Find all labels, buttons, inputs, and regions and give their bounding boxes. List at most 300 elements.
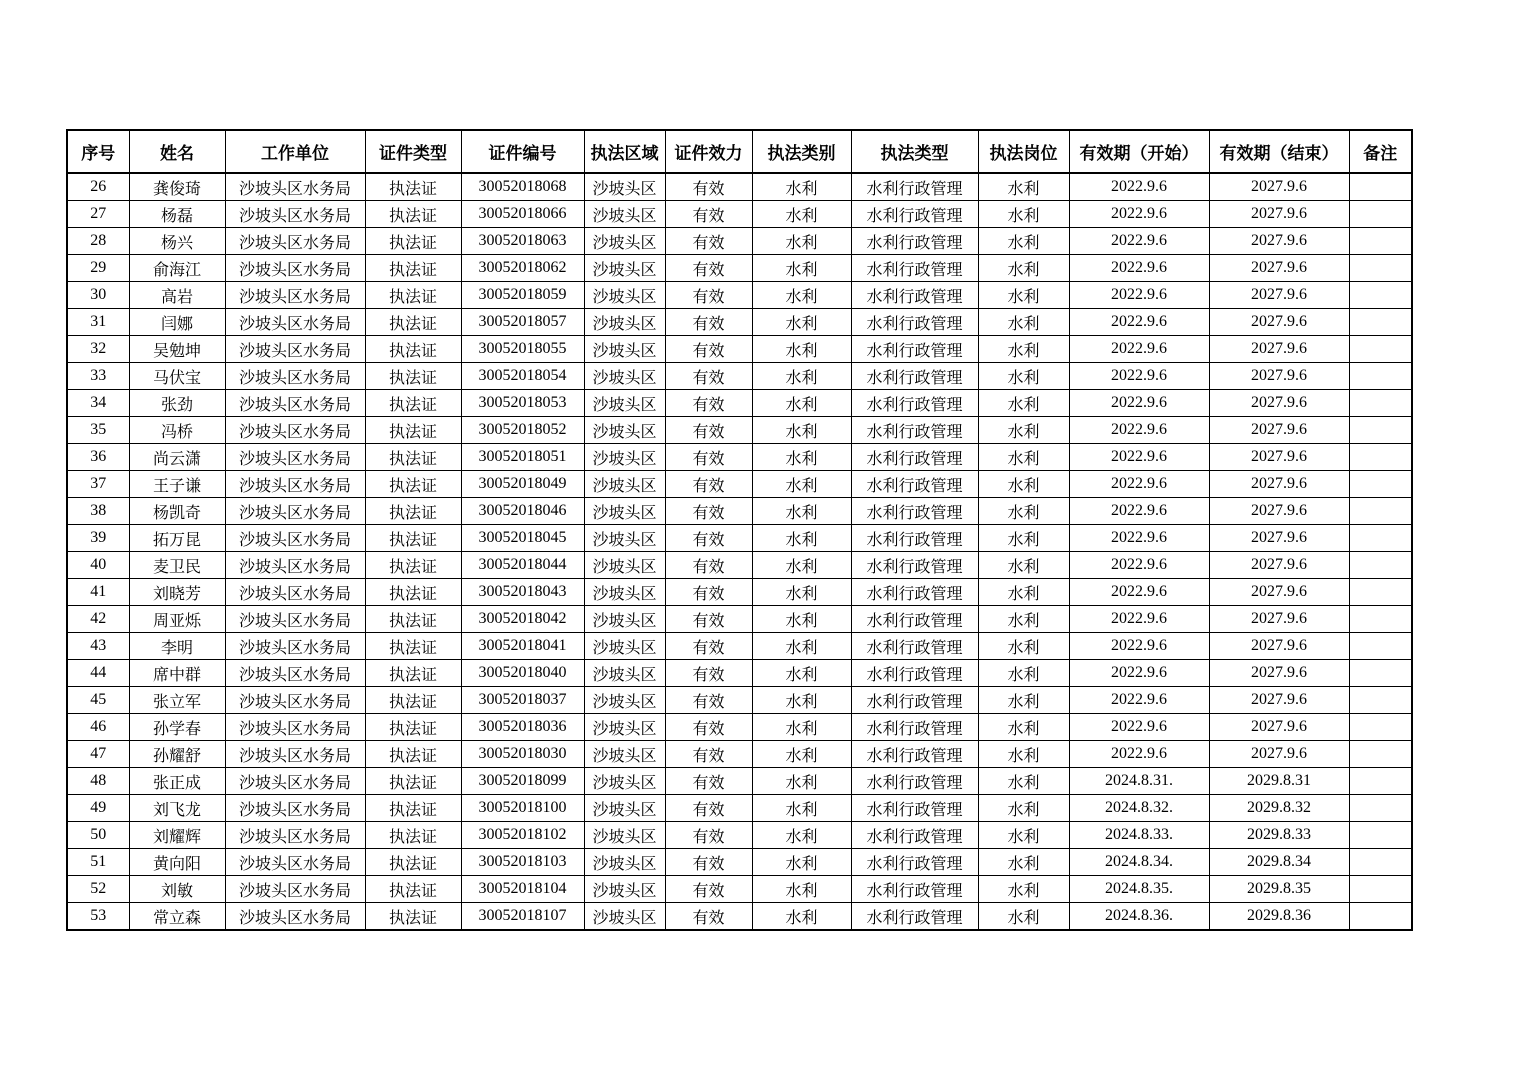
table-row bbox=[67, 633, 1412, 660]
cell-col-remarks bbox=[1349, 173, 1412, 201]
cell-col-valid-from: 2022.9.6 bbox=[1069, 741, 1209, 768]
cell-col-index: 50 bbox=[67, 822, 129, 849]
cell-col-work-unit: 沙坡头区水务局 bbox=[225, 606, 365, 633]
cell-col-valid-from: 2022.9.6 bbox=[1069, 336, 1209, 363]
cell-col-enforcement-post: 水利 bbox=[978, 606, 1069, 633]
cell-col-cert-number: 30052018063 bbox=[461, 228, 584, 255]
cell-col-enforcement-category: 水利 bbox=[752, 417, 851, 444]
table-row bbox=[67, 282, 1412, 309]
cell-col-enforcement-category: 水利 bbox=[752, 282, 851, 309]
cell-col-work-unit: 沙坡头区水务局 bbox=[225, 363, 365, 390]
cell-col-cert-type: 执法证 bbox=[365, 282, 461, 309]
cell-col-enforcement-type: 水利行政管理 bbox=[851, 173, 978, 201]
cell-col-cert-validity: 有效 bbox=[665, 741, 752, 768]
cell-col-valid-from: 2022.9.6 bbox=[1069, 660, 1209, 687]
cell-col-remarks bbox=[1349, 849, 1412, 876]
cell-col-enforcement-area: 沙坡头区 bbox=[584, 201, 665, 228]
cell-col-name: 杨磊 bbox=[129, 201, 225, 228]
header-col-name: 姓名 bbox=[129, 130, 225, 173]
cell-col-enforcement-category: 水利 bbox=[752, 849, 851, 876]
cell-col-cert-type: 执法证 bbox=[365, 795, 461, 822]
cell-col-cert-type: 执法证 bbox=[365, 579, 461, 606]
cell-col-enforcement-area: 沙坡头区 bbox=[584, 606, 665, 633]
table-row bbox=[67, 876, 1412, 903]
cell-col-valid-from: 2024.8.35. bbox=[1069, 876, 1209, 903]
cell-col-enforcement-post: 水利 bbox=[978, 173, 1069, 201]
cell-col-index: 36 bbox=[67, 444, 129, 471]
cell-col-index: 28 bbox=[67, 228, 129, 255]
cell-col-remarks bbox=[1349, 309, 1412, 336]
cell-col-cert-type: 执法证 bbox=[365, 255, 461, 282]
cell-col-name: 冯桥 bbox=[129, 417, 225, 444]
cell-col-enforcement-type: 水利行政管理 bbox=[851, 903, 978, 931]
cell-col-name: 杨兴 bbox=[129, 228, 225, 255]
cell-col-cert-validity: 有效 bbox=[665, 903, 752, 931]
cell-col-work-unit: 沙坡头区水务局 bbox=[225, 228, 365, 255]
table-row bbox=[67, 579, 1412, 606]
header-col-index: 序号 bbox=[67, 130, 129, 173]
table-row bbox=[67, 687, 1412, 714]
cell-col-cert-number: 30052018043 bbox=[461, 579, 584, 606]
cell-col-valid-to: 2027.9.6 bbox=[1209, 525, 1349, 552]
table-body bbox=[67, 173, 1412, 930]
cell-col-valid-from: 2022.9.6 bbox=[1069, 228, 1209, 255]
cell-col-cert-number: 30052018041 bbox=[461, 633, 584, 660]
cell-col-cert-validity: 有效 bbox=[665, 795, 752, 822]
cell-col-index: 52 bbox=[67, 876, 129, 903]
cell-col-enforcement-category: 水利 bbox=[752, 633, 851, 660]
cell-col-valid-from: 2022.9.6 bbox=[1069, 687, 1209, 714]
cell-col-cert-validity: 有效 bbox=[665, 417, 752, 444]
cell-col-cert-validity: 有效 bbox=[665, 687, 752, 714]
cell-col-valid-to: 2027.9.6 bbox=[1209, 741, 1349, 768]
table-row bbox=[67, 552, 1412, 579]
cell-col-remarks bbox=[1349, 579, 1412, 606]
cell-col-enforcement-area: 沙坡头区 bbox=[584, 552, 665, 579]
cell-col-valid-from: 2022.9.6 bbox=[1069, 201, 1209, 228]
cell-col-name: 俞海江 bbox=[129, 255, 225, 282]
cell-col-remarks bbox=[1349, 471, 1412, 498]
cell-col-enforcement-post: 水利 bbox=[978, 390, 1069, 417]
cell-col-cert-type: 执法证 bbox=[365, 660, 461, 687]
cell-col-cert-number: 30052018051 bbox=[461, 444, 584, 471]
cell-col-work-unit: 沙坡头区水务局 bbox=[225, 741, 365, 768]
cell-col-remarks bbox=[1349, 633, 1412, 660]
cell-col-work-unit: 沙坡头区水务局 bbox=[225, 336, 365, 363]
cell-col-cert-type: 执法证 bbox=[365, 741, 461, 768]
cell-col-cert-validity: 有效 bbox=[665, 849, 752, 876]
cell-col-name: 刘敏 bbox=[129, 876, 225, 903]
cell-col-cert-type: 执法证 bbox=[365, 390, 461, 417]
cell-col-name: 杨凯奇 bbox=[129, 498, 225, 525]
cell-col-index: 39 bbox=[67, 525, 129, 552]
table-row bbox=[67, 741, 1412, 768]
cell-col-index: 29 bbox=[67, 255, 129, 282]
cell-col-remarks bbox=[1349, 417, 1412, 444]
cell-col-index: 46 bbox=[67, 714, 129, 741]
cell-col-cert-number: 30052018100 bbox=[461, 795, 584, 822]
cell-col-cert-number: 30052018062 bbox=[461, 255, 584, 282]
cell-col-remarks bbox=[1349, 768, 1412, 795]
cell-col-remarks bbox=[1349, 795, 1412, 822]
cell-col-name: 李明 bbox=[129, 633, 225, 660]
cell-col-enforcement-post: 水利 bbox=[978, 876, 1069, 903]
cell-col-cert-number: 30052018068 bbox=[461, 173, 584, 201]
cell-col-cert-type: 执法证 bbox=[365, 687, 461, 714]
cell-col-valid-to: 2027.9.6 bbox=[1209, 255, 1349, 282]
cell-col-valid-from: 2022.9.6 bbox=[1069, 606, 1209, 633]
header-col-enforcement-post: 执法岗位 bbox=[978, 130, 1069, 173]
cell-col-enforcement-type: 水利行政管理 bbox=[851, 660, 978, 687]
cell-col-enforcement-category: 水利 bbox=[752, 714, 851, 741]
table-row bbox=[67, 606, 1412, 633]
cell-col-cert-type: 执法证 bbox=[365, 552, 461, 579]
cell-col-remarks bbox=[1349, 498, 1412, 525]
cell-col-cert-type: 执法证 bbox=[365, 903, 461, 931]
cell-col-cert-number: 30052018055 bbox=[461, 336, 584, 363]
cell-col-enforcement-area: 沙坡头区 bbox=[584, 525, 665, 552]
cell-col-valid-from: 2022.9.6 bbox=[1069, 417, 1209, 444]
cell-col-enforcement-category: 水利 bbox=[752, 363, 851, 390]
cell-col-valid-from: 2022.9.6 bbox=[1069, 255, 1209, 282]
cell-col-enforcement-post: 水利 bbox=[978, 444, 1069, 471]
cell-col-index: 31 bbox=[67, 309, 129, 336]
table-row bbox=[67, 390, 1412, 417]
header-col-enforcement-type: 执法类型 bbox=[851, 130, 978, 173]
cell-col-enforcement-type: 水利行政管理 bbox=[851, 552, 978, 579]
cell-col-work-unit: 沙坡头区水务局 bbox=[225, 173, 365, 201]
cell-col-remarks bbox=[1349, 552, 1412, 579]
cell-col-valid-from: 2022.9.6 bbox=[1069, 309, 1209, 336]
cell-col-enforcement-type: 水利行政管理 bbox=[851, 417, 978, 444]
cell-col-enforcement-post: 水利 bbox=[978, 228, 1069, 255]
header-col-enforcement-category: 执法类别 bbox=[752, 130, 851, 173]
cell-col-cert-validity: 有效 bbox=[665, 228, 752, 255]
cell-col-remarks bbox=[1349, 741, 1412, 768]
cell-col-valid-from: 2022.9.6 bbox=[1069, 173, 1209, 201]
cell-col-enforcement-post: 水利 bbox=[978, 552, 1069, 579]
cell-col-valid-from: 2022.9.6 bbox=[1069, 498, 1209, 525]
cell-col-valid-to: 2029.8.34 bbox=[1209, 849, 1349, 876]
cell-col-remarks bbox=[1349, 282, 1412, 309]
cell-col-cert-type: 执法证 bbox=[365, 822, 461, 849]
cell-col-cert-validity: 有效 bbox=[665, 444, 752, 471]
table-row bbox=[67, 768, 1412, 795]
table-row bbox=[67, 660, 1412, 687]
cell-col-index: 33 bbox=[67, 363, 129, 390]
cell-col-name: 吴勉坤 bbox=[129, 336, 225, 363]
cell-col-enforcement-category: 水利 bbox=[752, 471, 851, 498]
cell-col-remarks bbox=[1349, 525, 1412, 552]
cell-col-enforcement-category: 水利 bbox=[752, 795, 851, 822]
cell-col-enforcement-area: 沙坡头区 bbox=[584, 282, 665, 309]
table-row bbox=[67, 417, 1412, 444]
cell-col-enforcement-post: 水利 bbox=[978, 687, 1069, 714]
cell-col-valid-from: 2022.9.6 bbox=[1069, 390, 1209, 417]
cell-col-valid-to: 2027.9.6 bbox=[1209, 201, 1349, 228]
cell-col-cert-number: 30052018049 bbox=[461, 471, 584, 498]
cell-col-valid-to: 2027.9.6 bbox=[1209, 606, 1349, 633]
cell-col-enforcement-type: 水利行政管理 bbox=[851, 633, 978, 660]
cell-col-enforcement-category: 水利 bbox=[752, 579, 851, 606]
table-row bbox=[67, 903, 1412, 931]
cell-col-enforcement-category: 水利 bbox=[752, 390, 851, 417]
cell-col-work-unit: 沙坡头区水务局 bbox=[225, 768, 365, 795]
cell-col-enforcement-type: 水利行政管理 bbox=[851, 363, 978, 390]
cell-col-enforcement-category: 水利 bbox=[752, 444, 851, 471]
cell-col-enforcement-category: 水利 bbox=[752, 552, 851, 579]
cell-col-cert-validity: 有效 bbox=[665, 173, 752, 201]
cell-col-cert-number: 30052018107 bbox=[461, 903, 584, 931]
cell-col-enforcement-area: 沙坡头区 bbox=[584, 417, 665, 444]
cell-col-enforcement-category: 水利 bbox=[752, 336, 851, 363]
cell-col-cert-type: 执法证 bbox=[365, 768, 461, 795]
cell-col-index: 40 bbox=[67, 552, 129, 579]
cell-col-enforcement-post: 水利 bbox=[978, 741, 1069, 768]
cell-col-enforcement-post: 水利 bbox=[978, 849, 1069, 876]
cell-col-cert-number: 30052018030 bbox=[461, 741, 584, 768]
cell-col-name: 尚云潇 bbox=[129, 444, 225, 471]
cell-col-work-unit: 沙坡头区水务局 bbox=[225, 417, 365, 444]
table-row bbox=[67, 336, 1412, 363]
cell-col-enforcement-area: 沙坡头区 bbox=[584, 579, 665, 606]
table-row bbox=[67, 471, 1412, 498]
cell-col-work-unit: 沙坡头区水务局 bbox=[225, 849, 365, 876]
cell-col-remarks bbox=[1349, 822, 1412, 849]
cell-col-work-unit: 沙坡头区水务局 bbox=[225, 525, 365, 552]
cell-col-valid-from: 2022.9.6 bbox=[1069, 633, 1209, 660]
cell-col-enforcement-type: 水利行政管理 bbox=[851, 606, 978, 633]
cell-col-enforcement-category: 水利 bbox=[752, 173, 851, 201]
cell-col-index: 41 bbox=[67, 579, 129, 606]
cell-col-name: 麦卫民 bbox=[129, 552, 225, 579]
cell-col-valid-to: 2027.9.6 bbox=[1209, 633, 1349, 660]
cell-col-work-unit: 沙坡头区水务局 bbox=[225, 876, 365, 903]
cell-col-valid-from: 2022.9.6 bbox=[1069, 282, 1209, 309]
cell-col-valid-to: 2029.8.31 bbox=[1209, 768, 1349, 795]
cell-col-enforcement-post: 水利 bbox=[978, 498, 1069, 525]
cell-col-remarks bbox=[1349, 444, 1412, 471]
cell-col-enforcement-area: 沙坡头区 bbox=[584, 768, 665, 795]
cell-col-enforcement-type: 水利行政管理 bbox=[851, 498, 978, 525]
cell-col-work-unit: 沙坡头区水务局 bbox=[225, 633, 365, 660]
cell-col-work-unit: 沙坡头区水务局 bbox=[225, 255, 365, 282]
cell-col-cert-type: 执法证 bbox=[365, 498, 461, 525]
cell-col-name: 常立森 bbox=[129, 903, 225, 931]
cell-col-remarks bbox=[1349, 390, 1412, 417]
cell-col-name: 孙耀舒 bbox=[129, 741, 225, 768]
cell-col-cert-type: 执法证 bbox=[365, 173, 461, 201]
cell-col-enforcement-type: 水利行政管理 bbox=[851, 741, 978, 768]
cell-col-enforcement-post: 水利 bbox=[978, 768, 1069, 795]
cell-col-cert-number: 30052018053 bbox=[461, 390, 584, 417]
cell-col-name: 张正成 bbox=[129, 768, 225, 795]
cell-col-remarks bbox=[1349, 660, 1412, 687]
cell-col-enforcement-category: 水利 bbox=[752, 255, 851, 282]
cell-col-cert-validity: 有效 bbox=[665, 282, 752, 309]
cell-col-remarks bbox=[1349, 255, 1412, 282]
cell-col-cert-number: 30052018059 bbox=[461, 282, 584, 309]
cell-col-cert-type: 执法证 bbox=[365, 606, 461, 633]
cell-col-enforcement-type: 水利行政管理 bbox=[851, 876, 978, 903]
cell-col-cert-number: 30052018104 bbox=[461, 876, 584, 903]
cell-col-valid-to: 2027.9.6 bbox=[1209, 390, 1349, 417]
table-row bbox=[67, 444, 1412, 471]
cell-col-index: 45 bbox=[67, 687, 129, 714]
cell-col-enforcement-type: 水利行政管理 bbox=[851, 822, 978, 849]
cell-col-cert-type: 执法证 bbox=[365, 876, 461, 903]
cell-col-index: 53 bbox=[67, 903, 129, 931]
cell-col-cert-validity: 有效 bbox=[665, 660, 752, 687]
cell-col-cert-number: 30052018037 bbox=[461, 687, 584, 714]
cell-col-index: 48 bbox=[67, 768, 129, 795]
cell-col-name: 刘飞龙 bbox=[129, 795, 225, 822]
cell-col-remarks bbox=[1349, 714, 1412, 741]
header-col-valid-to: 有效期（结束） bbox=[1209, 130, 1349, 173]
cell-col-work-unit: 沙坡头区水务局 bbox=[225, 390, 365, 417]
cell-col-cert-number: 30052018045 bbox=[461, 525, 584, 552]
cell-col-valid-to: 2027.9.6 bbox=[1209, 282, 1349, 309]
cell-col-cert-type: 执法证 bbox=[365, 714, 461, 741]
enforcement-certificate-table-container bbox=[66, 129, 1413, 931]
cell-col-valid-to: 2029.8.32 bbox=[1209, 795, 1349, 822]
cell-col-valid-from: 2024.8.33. bbox=[1069, 822, 1209, 849]
cell-col-enforcement-post: 水利 bbox=[978, 822, 1069, 849]
cell-col-enforcement-type: 水利行政管理 bbox=[851, 255, 978, 282]
header-col-enforcement-area: 执法区域 bbox=[584, 130, 665, 173]
cell-col-cert-type: 执法证 bbox=[365, 309, 461, 336]
cell-col-cert-type: 执法证 bbox=[365, 336, 461, 363]
cell-col-work-unit: 沙坡头区水务局 bbox=[225, 714, 365, 741]
cell-col-index: 35 bbox=[67, 417, 129, 444]
cell-col-enforcement-category: 水利 bbox=[752, 741, 851, 768]
cell-col-enforcement-post: 水利 bbox=[978, 255, 1069, 282]
cell-col-enforcement-post: 水利 bbox=[978, 633, 1069, 660]
cell-col-enforcement-post: 水利 bbox=[978, 903, 1069, 931]
cell-col-enforcement-category: 水利 bbox=[752, 309, 851, 336]
cell-col-enforcement-area: 沙坡头区 bbox=[584, 876, 665, 903]
cell-col-enforcement-type: 水利行政管理 bbox=[851, 471, 978, 498]
cell-col-enforcement-type: 水利行政管理 bbox=[851, 768, 978, 795]
cell-col-work-unit: 沙坡头区水务局 bbox=[225, 471, 365, 498]
cell-col-enforcement-post: 水利 bbox=[978, 525, 1069, 552]
cell-col-valid-to: 2027.9.6 bbox=[1209, 687, 1349, 714]
cell-col-cert-type: 执法证 bbox=[365, 471, 461, 498]
cell-col-valid-to: 2027.9.6 bbox=[1209, 309, 1349, 336]
cell-col-enforcement-category: 水利 bbox=[752, 525, 851, 552]
cell-col-cert-number: 30052018099 bbox=[461, 768, 584, 795]
cell-col-valid-to: 2029.8.36 bbox=[1209, 903, 1349, 931]
cell-col-cert-number: 30052018102 bbox=[461, 822, 584, 849]
cell-col-enforcement-type: 水利行政管理 bbox=[851, 714, 978, 741]
cell-col-valid-from: 2024.8.32. bbox=[1069, 795, 1209, 822]
cell-col-index: 37 bbox=[67, 471, 129, 498]
cell-col-index: 47 bbox=[67, 741, 129, 768]
cell-col-index: 32 bbox=[67, 336, 129, 363]
cell-col-enforcement-category: 水利 bbox=[752, 606, 851, 633]
cell-col-cert-validity: 有效 bbox=[665, 633, 752, 660]
cell-col-valid-to: 2027.9.6 bbox=[1209, 660, 1349, 687]
cell-col-cert-number: 30052018066 bbox=[461, 201, 584, 228]
cell-col-enforcement-area: 沙坡头区 bbox=[584, 822, 665, 849]
cell-col-index: 38 bbox=[67, 498, 129, 525]
cell-col-cert-number: 30052018036 bbox=[461, 714, 584, 741]
cell-col-work-unit: 沙坡头区水务局 bbox=[225, 552, 365, 579]
enforcement-certificate-table bbox=[66, 129, 1413, 931]
table-row bbox=[67, 795, 1412, 822]
header-col-cert-type: 证件类型 bbox=[365, 130, 461, 173]
cell-col-enforcement-area: 沙坡头区 bbox=[584, 849, 665, 876]
cell-col-cert-number: 30052018052 bbox=[461, 417, 584, 444]
cell-col-valid-to: 2029.8.35 bbox=[1209, 876, 1349, 903]
cell-col-enforcement-area: 沙坡头区 bbox=[584, 309, 665, 336]
cell-col-enforcement-area: 沙坡头区 bbox=[584, 444, 665, 471]
cell-col-cert-type: 执法证 bbox=[365, 849, 461, 876]
cell-col-enforcement-type: 水利行政管理 bbox=[851, 525, 978, 552]
cell-col-enforcement-category: 水利 bbox=[752, 660, 851, 687]
cell-col-valid-to: 2027.9.6 bbox=[1209, 444, 1349, 471]
cell-col-cert-type: 执法证 bbox=[365, 444, 461, 471]
table-header-row bbox=[67, 130, 1412, 173]
cell-col-work-unit: 沙坡头区水务局 bbox=[225, 579, 365, 606]
cell-col-enforcement-post: 水利 bbox=[978, 714, 1069, 741]
cell-col-cert-validity: 有效 bbox=[665, 714, 752, 741]
cell-col-remarks bbox=[1349, 201, 1412, 228]
cell-col-cert-validity: 有效 bbox=[665, 363, 752, 390]
cell-col-work-unit: 沙坡头区水务局 bbox=[225, 498, 365, 525]
cell-col-enforcement-area: 沙坡头区 bbox=[584, 687, 665, 714]
cell-col-name: 刘晓芳 bbox=[129, 579, 225, 606]
cell-col-name: 王子谦 bbox=[129, 471, 225, 498]
cell-col-enforcement-post: 水利 bbox=[978, 363, 1069, 390]
cell-col-name: 张立军 bbox=[129, 687, 225, 714]
cell-col-enforcement-type: 水利行政管理 bbox=[851, 390, 978, 417]
cell-col-enforcement-type: 水利行政管理 bbox=[851, 201, 978, 228]
cell-col-remarks bbox=[1349, 903, 1412, 931]
cell-col-valid-from: 2022.9.6 bbox=[1069, 471, 1209, 498]
cell-col-cert-number: 30052018040 bbox=[461, 660, 584, 687]
cell-col-cert-number: 30052018044 bbox=[461, 552, 584, 579]
cell-col-index: 26 bbox=[67, 173, 129, 201]
cell-col-enforcement-area: 沙坡头区 bbox=[584, 173, 665, 201]
cell-col-enforcement-post: 水利 bbox=[978, 795, 1069, 822]
cell-col-cert-type: 执法证 bbox=[365, 228, 461, 255]
cell-col-enforcement-post: 水利 bbox=[978, 309, 1069, 336]
cell-col-name: 席中群 bbox=[129, 660, 225, 687]
cell-col-enforcement-post: 水利 bbox=[978, 660, 1069, 687]
cell-col-index: 49 bbox=[67, 795, 129, 822]
cell-col-name: 马伏宝 bbox=[129, 363, 225, 390]
cell-col-enforcement-area: 沙坡头区 bbox=[584, 498, 665, 525]
cell-col-enforcement-category: 水利 bbox=[752, 498, 851, 525]
cell-col-cert-type: 执法证 bbox=[365, 525, 461, 552]
cell-col-cert-validity: 有效 bbox=[665, 579, 752, 606]
cell-col-work-unit: 沙坡头区水务局 bbox=[225, 444, 365, 471]
cell-col-remarks bbox=[1349, 876, 1412, 903]
cell-col-enforcement-post: 水利 bbox=[978, 201, 1069, 228]
table-row bbox=[67, 255, 1412, 282]
cell-col-cert-type: 执法证 bbox=[365, 201, 461, 228]
cell-col-valid-from: 2022.9.6 bbox=[1069, 552, 1209, 579]
cell-col-valid-from: 2024.8.34. bbox=[1069, 849, 1209, 876]
cell-col-remarks bbox=[1349, 606, 1412, 633]
cell-col-valid-to: 2027.9.6 bbox=[1209, 471, 1349, 498]
cell-col-cert-validity: 有效 bbox=[665, 552, 752, 579]
cell-col-cert-number: 30052018103 bbox=[461, 849, 584, 876]
header-col-cert-number: 证件编号 bbox=[461, 130, 584, 173]
cell-col-enforcement-type: 水利行政管理 bbox=[851, 282, 978, 309]
table-row bbox=[67, 309, 1412, 336]
